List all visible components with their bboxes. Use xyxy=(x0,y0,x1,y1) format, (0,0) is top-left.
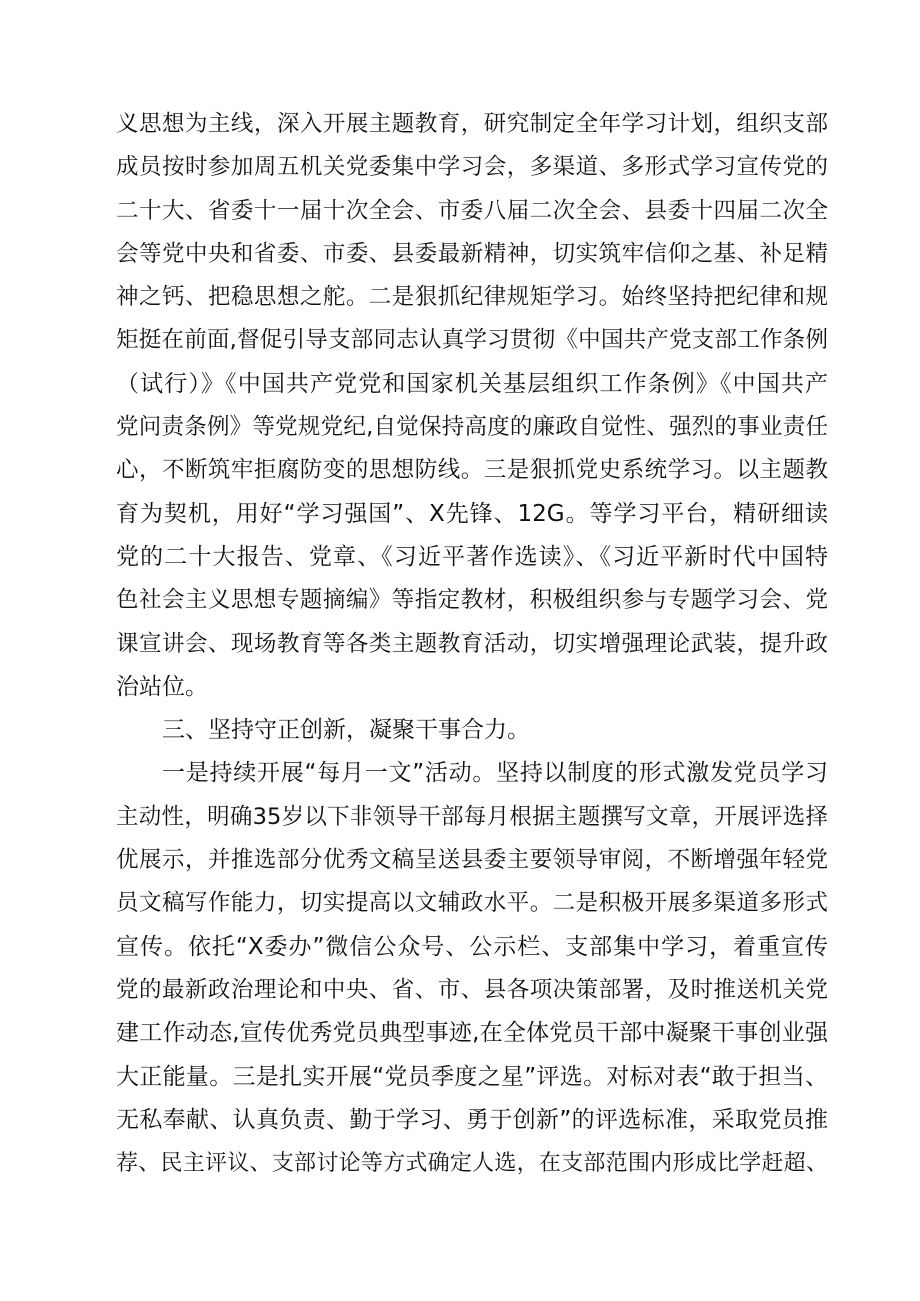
text-line: 党的最新政治理论和中央、省、市、县各项决策部署，及时推送机关党 xyxy=(116,976,828,1003)
text-line: 育为契机，用好“学习强国”、X先锋、12G。等学习平台，精研细读 xyxy=(116,500,828,527)
text-line: 二十大、省委十一届十次全会、市委八届二次全会、县委十四届二次全 xyxy=(116,197,828,224)
text-line: 党的二十大报告、党章、《习近平著作选读》、《习近平新时代中国特 xyxy=(116,543,828,570)
text-line: 一是持续开展“每月一文”活动。坚持以制度的形式激发党员学习 xyxy=(162,760,828,787)
text-line: 员文稿写作能力，切实提高以文辅政水平。二是积极开展多渠道多形式 xyxy=(116,890,828,917)
text-line: 心，不断筑牢拒腐防变的思想防线。三是狠抓党史系统学习。以主题教 xyxy=(116,457,828,484)
text-line: 成员按时参加周五机关党委集中学习会，多渠道、多形式学习宣传党的 xyxy=(116,154,828,181)
text-line: 神之钙、把稳思想之舵。二是狠抓纪律规矩学习。始终坚持把纪律和规 xyxy=(116,284,828,311)
text-line: 治站位。 xyxy=(116,673,208,700)
document-body xyxy=(116,103,828,1185)
text-line: 色社会主义思想专题摘编》等指定教材，积极组织参与专题学习会、党 xyxy=(116,587,828,614)
text-line: 宣传。依托“X委办”微信公众号、公示栏、支部集中学习，着重宣传 xyxy=(116,933,828,960)
text-line: （试行）》《中国共产党党和国家机关基层组织工作条例》《中国共产 xyxy=(116,370,828,397)
text-line: 三、坚持守正创新，凝聚干事合力。 xyxy=(162,717,530,744)
text-line: 义思想为主线，深入开展主题教育，研究制定全年学习计划，组织支部 xyxy=(116,111,828,137)
text-line: 荐、民主评议、支部讨论等方式确定人选，在支部范围内形成比学赶超、 xyxy=(116,1151,828,1177)
text-line: 建工作动态,宣传优秀党员典型事迹,在全体党员干部中凝聚干事创业强 xyxy=(116,1020,828,1047)
text-line: 主动性，明确35岁以下非领导干部每月根据主题撰写文章，开展评选择 xyxy=(116,803,828,830)
text-line: 优展示，并推选部分优秀文稿呈送县委主要领导审阅，不断增强年轻党 xyxy=(116,847,828,874)
text-line: 会等党中央和省委、市委、县委最新精神，切实筑牢信仰之基、补足精 xyxy=(116,240,828,267)
text-line: 无私奉献、认真负责、勤于学习、勇于创新”的评选标准，采取党员推 xyxy=(116,1106,828,1133)
text-line: 党问责条例》等党规党纪,自觉保持高度的廉政自觉性、强烈的事业责任 xyxy=(116,414,828,441)
text-line: 矩挺在前面,督促引导支部同志认真学习贯彻《中国共产党支部工作条例 xyxy=(116,327,828,354)
text-line: 课宣讲会、现场教育等各类主题教育活动，切实增强理论武装，提升政 xyxy=(116,630,828,657)
text-line: 大正能量。三是扎实开展“党员季度之星”评选。对标对表“敢于担当、 xyxy=(116,1063,828,1090)
